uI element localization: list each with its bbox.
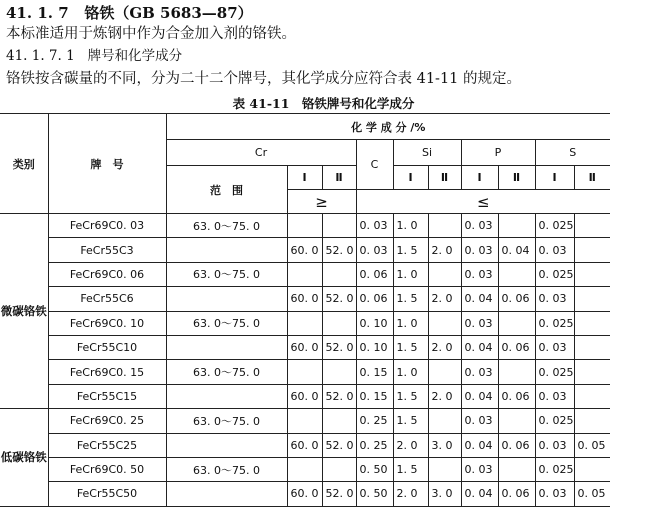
range-cell	[166, 238, 287, 262]
p-grade-2-cell	[498, 360, 535, 384]
si-grade-1-cell: 1. 5	[393, 384, 428, 408]
cr-grade-2-cell: 52. 0	[322, 433, 356, 457]
header-s-grade-1: I	[535, 166, 574, 190]
s-grade-2-cell: 0. 05	[574, 433, 610, 457]
si-grade-1-cell: 1. 5	[393, 457, 428, 481]
cr-grade-1-cell: 60. 0	[287, 238, 322, 262]
cr-grade-2-cell	[322, 262, 356, 286]
cr-grade-2-cell: 52. 0	[322, 287, 356, 311]
cr-grade-1-cell	[287, 409, 322, 433]
grade-cell: FeCr55C6	[48, 287, 166, 311]
s-grade-2-cell	[574, 457, 610, 481]
cr-grade-1-cell: 60. 0	[287, 335, 322, 359]
p-grade-1-cell: 0. 03	[461, 214, 498, 238]
p-grade-2-cell: 0. 06	[498, 335, 535, 359]
cr-grade-2-cell: 52. 0	[322, 238, 356, 262]
cr-grade-1-cell: 60. 0	[287, 287, 322, 311]
s-grade-2-cell	[574, 335, 610, 359]
s-grade-1-cell: 0. 025	[535, 457, 574, 481]
section-number: 41. 1. 7	[6, 4, 69, 22]
si-grade-2-cell: 2. 0	[428, 238, 461, 262]
s-grade-1-cell: 0. 025	[535, 409, 574, 433]
header-min-symbol: ≥	[287, 190, 356, 214]
range-cell	[166, 433, 287, 457]
cr-grade-2-cell: 52. 0	[322, 335, 356, 359]
p-grade-2-cell: 0. 06	[498, 384, 535, 408]
si-grade-1-cell: 1. 5	[393, 287, 428, 311]
cr-grade-2-cell	[322, 457, 356, 481]
s-grade-2-cell	[574, 262, 610, 286]
p-grade-1-cell: 0. 04	[461, 287, 498, 311]
p-grade-1-cell: 0. 03	[461, 409, 498, 433]
si-grade-1-cell: 1. 0	[393, 311, 428, 335]
s-grade-2-cell	[574, 311, 610, 335]
cr-grade-2-cell: 52. 0	[322, 384, 356, 408]
si-grade-2-cell: 2. 0	[428, 384, 461, 408]
chromium-iron-table	[0, 113, 610, 507]
cr-grade-1-cell	[287, 311, 322, 335]
s-grade-1-cell: 0. 03	[535, 433, 574, 457]
header-c: C	[356, 140, 393, 190]
si-grade-2-cell: 3. 0	[428, 482, 461, 506]
p-grade-1-cell: 0. 04	[461, 433, 498, 457]
si-grade-1-cell: 1. 5	[393, 335, 428, 359]
s-grade-1-cell: 0. 03	[535, 384, 574, 408]
table-row	[0, 262, 610, 286]
si-grade-1-cell: 1. 0	[393, 360, 428, 384]
p-grade-1-cell: 0. 03	[461, 238, 498, 262]
s-grade-2-cell	[574, 409, 610, 433]
range-cell	[166, 287, 287, 311]
p-grade-1-cell: 0. 04	[461, 335, 498, 359]
p-grade-2-cell: 0. 06	[498, 287, 535, 311]
si-grade-2-cell: 2. 0	[428, 335, 461, 359]
header-cr: Cr	[166, 140, 356, 166]
header-si-grade-2: Ⅱ	[428, 166, 461, 190]
p-grade-2-cell	[498, 262, 535, 286]
header-si: Si	[393, 140, 461, 166]
si-grade-1-cell: 2. 0	[393, 482, 428, 506]
s-grade-1-cell: 0. 025	[535, 214, 574, 238]
c-cell: 0. 03	[356, 214, 393, 238]
range-cell	[166, 335, 287, 359]
p-grade-2-cell	[498, 409, 535, 433]
grade-cell: FeCr69C0. 06	[48, 262, 166, 286]
s-grade-2-cell	[574, 384, 610, 408]
table-caption: 表 41-11 铬铁牌号和化学成分	[232, 96, 415, 111]
p-grade-2-cell	[498, 214, 535, 238]
range-cell: 63. 0～75. 0	[166, 457, 287, 481]
si-grade-1-cell: 1. 5	[393, 409, 428, 433]
grade-cell: FeCr55C15	[48, 384, 166, 408]
cr-grade-1-cell	[287, 262, 322, 286]
table-row	[0, 482, 610, 506]
p-grade-1-cell: 0. 04	[461, 482, 498, 506]
s-grade-1-cell: 0. 025	[535, 360, 574, 384]
grade-cell: FeCr69C0. 03	[48, 214, 166, 238]
header-p-grade-2: Ⅱ	[498, 166, 535, 190]
table-row	[0, 384, 610, 408]
p-grade-2-cell	[498, 311, 535, 335]
s-grade-2-cell	[574, 214, 610, 238]
s-grade-2-cell: 0. 05	[574, 482, 610, 506]
c-cell: 0. 15	[356, 360, 393, 384]
si-grade-2-cell	[428, 360, 461, 384]
header-p: P	[461, 140, 535, 166]
c-cell: 0. 03	[356, 238, 393, 262]
si-grade-2-cell: 2. 0	[428, 287, 461, 311]
header-max-symbol: ≤	[356, 190, 610, 214]
cr-grade-2-cell	[322, 409, 356, 433]
intro-paragraph: 本标准适用于炼钢中作为合金加入剂的铬铁。	[6, 26, 296, 42]
grade-cell: FeCr69C0. 25	[48, 409, 166, 433]
subsection-heading	[6, 44, 182, 64]
range-cell: 63. 0～75. 0	[166, 214, 287, 238]
si-grade-1-cell: 1. 5	[393, 238, 428, 262]
header-chemical-composition: 化 学 成 分 /%	[166, 114, 610, 140]
cr-grade-2-cell	[322, 311, 356, 335]
header-cr-grade-2: Ⅱ	[322, 166, 356, 190]
s-grade-2-cell	[574, 287, 610, 311]
p-grade-1-cell: 0. 03	[461, 457, 498, 481]
group-low-carbon: 低碳铬铁	[0, 409, 48, 507]
p-grade-1-cell: 0. 03	[461, 262, 498, 286]
si-grade-2-cell	[428, 457, 461, 481]
header-si-grade-1: I	[393, 166, 428, 190]
si-grade-1-cell: 1. 0	[393, 262, 428, 286]
range-cell	[166, 482, 287, 506]
p-grade-1-cell: 0. 04	[461, 384, 498, 408]
subsection-number: 41. 1. 7. 1	[6, 48, 75, 64]
section-title: 铬铁（GB 5683—87）	[84, 4, 253, 22]
si-grade-2-cell	[428, 214, 461, 238]
subsection-title: 牌号和化学成分	[87, 48, 183, 64]
s-grade-2-cell	[574, 238, 610, 262]
table-row	[0, 287, 610, 311]
si-grade-1-cell: 2. 0	[393, 433, 428, 457]
si-grade-2-cell	[428, 409, 461, 433]
table-row	[0, 214, 610, 238]
cr-grade-2-cell	[322, 360, 356, 384]
s-grade-1-cell: 0. 03	[535, 287, 574, 311]
range-cell: 63. 0～75. 0	[166, 360, 287, 384]
c-cell: 0. 06	[356, 287, 393, 311]
header-s-grade-2: Ⅱ	[574, 166, 610, 190]
cr-grade-2-cell	[322, 214, 356, 238]
header-cr-grade-1: I	[287, 166, 322, 190]
p-grade-2-cell: 0. 06	[498, 433, 535, 457]
si-grade-2-cell	[428, 311, 461, 335]
range-cell: 63. 0～75. 0	[166, 311, 287, 335]
c-cell: 0. 10	[356, 311, 393, 335]
c-cell: 0. 50	[356, 482, 393, 506]
range-cell	[166, 384, 287, 408]
table-row	[0, 360, 610, 384]
section-heading	[6, 2, 253, 23]
grade-cell: FeCr69C0. 15	[48, 360, 166, 384]
c-cell: 0. 25	[356, 433, 393, 457]
table-row	[0, 409, 610, 433]
table-row	[0, 433, 610, 457]
s-grade-1-cell: 0. 025	[535, 311, 574, 335]
s-grade-2-cell	[574, 360, 610, 384]
grade-cell: FeCr55C3	[48, 238, 166, 262]
si-grade-2-cell: 3. 0	[428, 433, 461, 457]
s-grade-1-cell: 0. 025	[535, 262, 574, 286]
grade-cell: FeCr55C50	[48, 482, 166, 506]
c-cell: 0. 15	[356, 384, 393, 408]
body-paragraph: 铬铁按含碳量的不同，分为二十二个牌号，其化学成分应符合表 41-11 的规定。	[6, 71, 522, 87]
table-row	[0, 335, 610, 359]
range-cell: 63. 0～75. 0	[166, 262, 287, 286]
header-grade: 牌 号	[48, 114, 166, 214]
c-cell: 0. 06	[356, 262, 393, 286]
header-s: S	[535, 140, 610, 166]
s-grade-1-cell: 0. 03	[535, 238, 574, 262]
cr-grade-1-cell	[287, 360, 322, 384]
group-micro-carbon: 微碳铬铁	[0, 214, 48, 409]
p-grade-1-cell: 0. 03	[461, 311, 498, 335]
table-row	[0, 311, 610, 335]
c-cell: 0. 10	[356, 335, 393, 359]
cr-grade-1-cell	[287, 457, 322, 481]
cr-grade-1-cell: 60. 0	[287, 482, 322, 506]
si-grade-1-cell: 1. 0	[393, 214, 428, 238]
cr-grade-1-cell: 60. 0	[287, 433, 322, 457]
grade-cell: FeCr69C0. 50	[48, 457, 166, 481]
c-cell: 0. 50	[356, 457, 393, 481]
c-cell: 0. 25	[356, 409, 393, 433]
grade-cell: FeCr55C10	[48, 335, 166, 359]
table-row	[0, 238, 610, 262]
s-grade-1-cell: 0. 03	[535, 335, 574, 359]
si-grade-2-cell	[428, 262, 461, 286]
range-cell: 63. 0～75. 0	[166, 409, 287, 433]
header-range: 范 围	[166, 166, 287, 214]
grade-cell: FeCr55C25	[48, 433, 166, 457]
header-category: 类别	[0, 114, 48, 214]
grade-cell: FeCr69C0. 10	[48, 311, 166, 335]
p-grade-2-cell: 0. 06	[498, 482, 535, 506]
p-grade-2-cell: 0. 04	[498, 238, 535, 262]
p-grade-2-cell	[498, 457, 535, 481]
cr-grade-1-cell	[287, 214, 322, 238]
s-grade-1-cell: 0. 03	[535, 482, 574, 506]
cr-grade-2-cell: 52. 0	[322, 482, 356, 506]
header-p-grade-1: I	[461, 166, 498, 190]
cr-grade-1-cell: 60. 0	[287, 384, 322, 408]
p-grade-1-cell: 0. 03	[461, 360, 498, 384]
table-row	[0, 457, 610, 481]
